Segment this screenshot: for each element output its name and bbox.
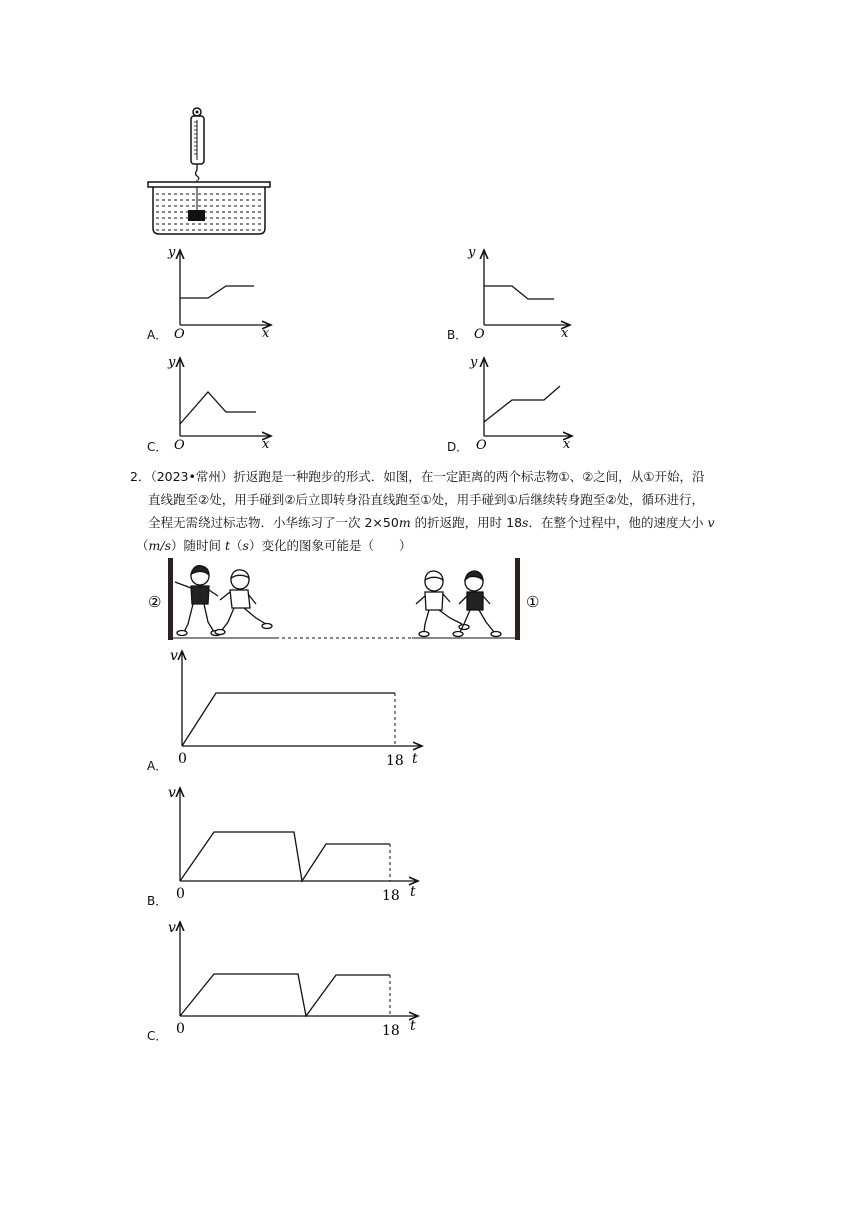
marker-1-label: ①: [526, 593, 540, 611]
marker-2-label: ②: [148, 593, 162, 611]
q2-text-3c: ．在整个过程中，他的速度大小: [528, 515, 708, 530]
runner-light-right: [416, 571, 469, 637]
q1-option-d-label: D．: [447, 440, 469, 454]
q2-text-4a: （: [136, 538, 149, 553]
q1-option-d[interactable]: [446, 350, 586, 455]
q2-line-3: [148, 511, 715, 534]
marker-1-post: [515, 558, 520, 640]
q1-option-b-graph: [446, 240, 586, 345]
q1-option-b-label: B．: [447, 328, 468, 342]
q1-d-x-label: x: [563, 437, 571, 452]
q2-text-3a: 全程无需绕过标志物．小华练习了一次 2×50: [148, 515, 399, 530]
q1-option-a-label: A．: [147, 328, 168, 342]
q1-b-origin: O: [474, 327, 485, 342]
q2-b-origin: 0: [176, 886, 185, 902]
q2-b-end-tick: 18: [382, 888, 400, 904]
q2-unit-ms: m/s: [148, 538, 171, 553]
runner-dark-left: [175, 566, 221, 636]
q1-c-origin: O: [174, 438, 185, 453]
marker-2-post: [168, 558, 173, 640]
spring-scale-water-apparatus: [146, 104, 274, 238]
q2-text-4c: （: [230, 538, 243, 553]
q1-option-a-graph: [146, 240, 286, 345]
q2-text-1: 折返跑是一种跑步的形式．如图，在一定距离的两个标志物①、②之间，从①开始，沿: [233, 469, 705, 484]
q2-line-2: [148, 488, 704, 511]
q2-b-y-label: v: [168, 785, 176, 801]
q2-var-t: t: [224, 538, 231, 553]
q2-a-end-tick: 18: [386, 753, 404, 769]
q1-a-origin: O: [174, 327, 185, 342]
q2-option-c-label: C．: [147, 1029, 168, 1043]
q2-unit-s: s: [522, 515, 529, 530]
q2-text-4d: ）变化的图象可能是（ ）: [248, 538, 412, 553]
q2-a-origin: 0: [178, 751, 187, 767]
q1-option-c-label: C．: [147, 440, 168, 454]
q2-text-4b: ）随时间: [171, 538, 225, 553]
q2-var-v: v: [707, 515, 715, 530]
q1-c-y-label: y: [168, 355, 176, 370]
q2-unit-m: m: [398, 515, 411, 530]
q1-b-x-label: x: [561, 326, 569, 341]
q2-text-3b: 的折返跑，用时 18: [410, 515, 523, 530]
q2-a-x-label: t: [412, 751, 418, 767]
q2-c-origin: 0: [176, 1021, 185, 1037]
q1-d-origin: O: [476, 438, 487, 453]
q2-option-c[interactable]: [146, 916, 436, 1046]
q2-option-b-graph: [146, 782, 436, 912]
q2-source: （2023•常州）: [150, 469, 234, 484]
q2-option-a-graph: [146, 645, 436, 775]
q1-option-a[interactable]: [146, 240, 286, 345]
q2-c-y-label: v: [168, 920, 176, 936]
q2-option-a[interactable]: [146, 645, 436, 775]
q2-option-b-label: B．: [147, 894, 168, 908]
q1-d-y-label: y: [470, 355, 478, 370]
q1-a-x-label: x: [262, 326, 270, 341]
q2-text-2: 直线跑至②处，用手碰到②后立即转身沿直线跑至①处，用手碰到①后继续转身跑至②处，循环进行，: [148, 492, 705, 507]
q1-option-c-graph: [146, 350, 286, 455]
q2-number: 2．: [130, 469, 151, 484]
q2-unit-s2: s: [242, 538, 249, 553]
q1-option-b[interactable]: [446, 240, 586, 345]
q1-c-x-label: x: [262, 437, 270, 452]
q1-a-y-label: y: [168, 245, 176, 260]
shuttle-run-illustration: [144, 552, 554, 642]
q2-c-x-label: t: [410, 1018, 416, 1034]
q2-option-a-label: A．: [147, 759, 168, 773]
q1-option-c[interactable]: [146, 350, 286, 455]
q2-option-c-graph: [146, 916, 436, 1046]
q2-b-x-label: t: [410, 884, 416, 900]
q2-line-1: [130, 465, 705, 488]
q1-option-d-graph: [446, 350, 586, 455]
q2-a-y-label: v: [170, 648, 178, 664]
q1-b-y-label: y: [468, 245, 476, 260]
q2-c-end-tick: 18: [382, 1023, 400, 1039]
runner-light-left: [215, 570, 272, 635]
q2-option-b[interactable]: [146, 782, 436, 912]
